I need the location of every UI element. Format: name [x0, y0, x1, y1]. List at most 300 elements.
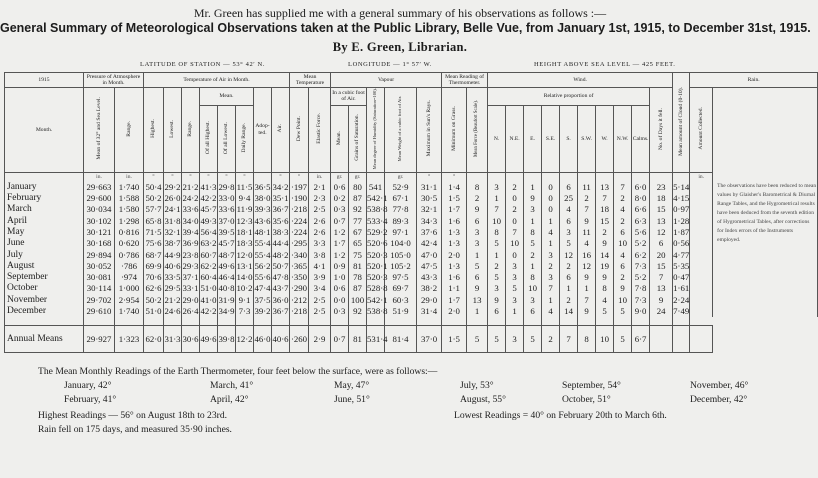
value-cell: 1·2 [331, 227, 349, 238]
value-cell: 3 [560, 227, 578, 238]
all-lowest-header: Of all Lowest. [218, 105, 236, 172]
value-cell: 9 [650, 295, 673, 306]
value-cell: 7 [488, 204, 506, 215]
value-cell: 38·3 [272, 227, 289, 237]
value-cell: 6 [560, 272, 578, 283]
value-cell: 3 [506, 272, 524, 283]
value-cell: 36·5 [254, 181, 271, 192]
value-cell: 9 [467, 283, 488, 294]
dir-sw-header: S.W. [578, 105, 596, 172]
value-cell: 38·0 [254, 193, 271, 204]
value-cell: 538·8 [367, 204, 388, 215]
month-cell: May [5, 227, 84, 238]
annual-means-row [5, 326, 818, 353]
value-cell: 14 [596, 250, 614, 261]
earth-heading: The Mean Monthly Readings of the Earth Thermometer, four feet below the surface, were as follows:— [38, 366, 438, 377]
value-cell: 1·7 [442, 204, 467, 215]
value-cell: 18·3 [236, 238, 253, 249]
value-cell: 41·3 [200, 181, 217, 192]
table-row [5, 193, 818, 204]
value-cell: 45·7 [218, 238, 235, 249]
value-cell: 6·6 [632, 204, 650, 215]
value-cell: 55·4 [254, 249, 271, 260]
value-cell: 7·49 [673, 306, 690, 317]
value-cell: 26·0 [164, 193, 181, 204]
value-cell: 4 [614, 204, 632, 215]
value-cell: 1·7 [442, 295, 467, 306]
value-cell: 1·580 [115, 204, 144, 215]
value-cell: 6·0 [632, 182, 650, 193]
year-header: 1915 [5, 73, 84, 88]
value-cell: 31·1 [417, 182, 442, 193]
value-cell: 12 [578, 261, 596, 272]
value-cell: 55·4 [254, 238, 271, 249]
value-cell: 7·8 [632, 283, 650, 294]
table-body [5, 172, 818, 353]
value-cell: 9 [578, 216, 596, 227]
value-cell: 50·4 [145, 181, 162, 192]
value-cell: 34·3 [417, 216, 442, 227]
value-cell: 528·8 [367, 283, 388, 294]
value-cell: 1·740 [115, 182, 144, 193]
value-cell: 51·9 [385, 306, 417, 317]
month-cell: June [5, 238, 84, 249]
intro-text: Mr. Green has supplied me with a general summary of his observations as follows :— [193, 6, 607, 20]
value-cell: 1 [488, 193, 506, 204]
value-cell: 5 [524, 238, 542, 249]
value-cell: 0·786 [115, 250, 144, 261]
value-cell: 1·87 [673, 227, 690, 237]
value-cell: 36·0 [272, 294, 289, 305]
value-cell: 25 [560, 193, 578, 204]
value-cell: 2 [524, 250, 542, 261]
value-cell: 14·0 [236, 272, 253, 283]
annual-value: 5 [488, 326, 506, 353]
grains-saturation-header: Grains of Saturation. [349, 105, 367, 172]
value-cell: 0·47 [673, 272, 690, 283]
value-cell: 9·4 [236, 193, 254, 204]
value-cell: ·224 [290, 227, 308, 237]
value-cell: 26·4 [182, 306, 199, 317]
value-cell: 5·35 [673, 260, 690, 271]
mean-temperature-header: Mean Temperature [290, 73, 331, 88]
cubic-foot-header: In a cubic foot of Air. [331, 88, 367, 106]
value-cell: 65·8 [145, 215, 162, 226]
annual-remarks-cell [690, 326, 713, 353]
value-cell: 43·7 [272, 283, 289, 294]
value-cell: 1·28 [673, 215, 690, 226]
rain-group-header: Rain. [690, 73, 818, 88]
value-cell: 51·0 [200, 283, 217, 294]
value-cell: 29·702 [84, 295, 115, 306]
value-cell: 8 [524, 227, 542, 238]
value-cell: 29·0 [182, 294, 199, 305]
value-cell: 12 [650, 227, 673, 238]
value-cell: 24·1 [164, 204, 181, 215]
value-cell: 533·4 [367, 215, 388, 226]
annual-value: 49·6 [200, 326, 218, 353]
value-cell: ·350 [290, 272, 308, 283]
value-cell: 29·600 [84, 193, 115, 204]
value-cell: 67 [349, 227, 367, 238]
value-cell: 3 [524, 295, 542, 306]
value-cell: 1 [542, 238, 560, 249]
value-cell: 7·3 [632, 261, 650, 272]
value-cell: 24·2 [182, 193, 199, 204]
value-cell: 20 [650, 250, 673, 261]
value-cell: 23 [650, 182, 673, 193]
value-cell: 2 [614, 272, 632, 283]
value-cell: 1·5 [442, 193, 467, 204]
highest-readings: Highest Readings — 56° on August 18th to 23rd. [38, 410, 228, 421]
annual-value: 81·4 [385, 326, 417, 353]
daily-range-header: Daily Range. [236, 105, 254, 172]
value-cell: ·974 [115, 272, 144, 283]
value-cell: 33·0 [218, 193, 235, 204]
value-cell: 97·1 [385, 227, 417, 238]
value-cell: ·218 [290, 306, 308, 317]
value-cell: 42·2 [200, 193, 217, 204]
value-cell: ·190 [290, 193, 308, 204]
longitude: LONGITUDE — 1° 57′ W. [348, 61, 432, 68]
annual-value: 2·9 [309, 326, 331, 353]
value-cell: 2·5 [309, 295, 331, 306]
annual-value [673, 326, 690, 353]
value-cell: 0·2 [331, 193, 349, 204]
value-cell: 49·6 [218, 260, 235, 271]
value-cell: 32·1 [164, 227, 181, 237]
value-cell: 0 [542, 204, 560, 215]
earth-month: November, 46° [690, 380, 749, 391]
value-cell: 9·1 [236, 295, 254, 306]
highest-header: Highest. [144, 88, 164, 173]
value-cell: 37·6 [417, 227, 442, 238]
wind-force-header: Mean Force (Beaufort Scale). [467, 88, 488, 173]
earth-month: August, 55° [460, 394, 506, 405]
annual-label: Annual Means [5, 326, 84, 353]
value-cell: ·224 [290, 215, 308, 226]
value-cell: 15 [596, 216, 614, 227]
value-cell: 8 [467, 182, 488, 193]
value-cell: 1·588 [115, 193, 144, 204]
annual-value: 62·0 [144, 326, 164, 353]
value-cell: 3 [488, 283, 506, 294]
dir-se-header: S.E. [542, 105, 560, 172]
value-cell: 0 [506, 250, 524, 261]
value-cell: 2 [614, 193, 632, 204]
value-cell: 10 [488, 216, 506, 227]
earth-month: December, 42° [690, 394, 748, 405]
annual-value: 39·8 [218, 326, 236, 353]
earth-month: July, 53° [460, 380, 494, 391]
value-cell: 0 [506, 216, 524, 227]
value-cell: 87 [349, 283, 367, 294]
dir-w-header: W. [596, 105, 614, 172]
table-row [5, 227, 818, 238]
value-cell: 48·2 [272, 249, 289, 260]
value-cell: 48·1 [254, 227, 271, 237]
value-cell: 36·7 [272, 306, 289, 317]
value-cell: 15 [650, 204, 673, 215]
value-cell: 2·24 [673, 294, 690, 305]
value-cell: 33·6 [218, 204, 235, 215]
value-cell: 9 [596, 272, 614, 283]
annual-value: 30·6 [182, 326, 200, 353]
month-header: Month. [5, 88, 84, 173]
earth-month: February, 41° [64, 394, 117, 405]
value-cell: 3 [506, 261, 524, 272]
value-cell: 0 [542, 182, 560, 193]
value-cell: 30·081 [84, 272, 115, 283]
value-cell: 51·0 [145, 306, 162, 317]
value-cell: ·290 [290, 283, 308, 294]
value-cell: 97·5 [385, 272, 417, 283]
value-cell: ·786 [115, 261, 144, 272]
value-cell: 62·2 [200, 260, 217, 271]
value-cell: 5·6 [632, 227, 650, 238]
value-cell: 43·3 [417, 272, 442, 283]
value-cell: 29·0 [417, 295, 442, 306]
dir-ne-header: N.E. [506, 105, 524, 172]
value-cell: 18·1 [236, 227, 253, 237]
value-cell: 1·4 [442, 182, 467, 193]
value-cell: 2 [506, 182, 524, 193]
value-cell: 6 [650, 238, 673, 249]
value-cell: 41·0 [200, 294, 217, 305]
humidity-header: Mean degree of Humidity (Saturation=100). [367, 88, 385, 173]
value-cell: 30·5 [417, 193, 442, 204]
value-cell: 520·3 [367, 272, 388, 283]
value-cell: 36·7 [272, 204, 289, 215]
spacer-row [5, 317, 818, 326]
value-cell: 30·034 [84, 204, 115, 215]
value-cell: 10 [524, 283, 542, 294]
value-cell: 30·102 [84, 216, 115, 227]
annual-value: 6·7 [632, 326, 650, 353]
value-cell: 1 [560, 283, 578, 294]
value-cell: 42·2 [200, 306, 217, 317]
value-cell: 56·4 [200, 227, 217, 237]
value-cell: 7 [614, 182, 632, 193]
value-cell: 2 [506, 204, 524, 215]
value-cell: 1·2 [331, 250, 349, 261]
earth-month: June, 51° [334, 394, 370, 405]
value-cell: 3 [506, 295, 524, 306]
value-cell: 4·15 [673, 193, 690, 204]
value-cell: 1·0 [331, 272, 349, 283]
value-cell: 70·6 [145, 272, 162, 283]
value-cell: 7·3 [236, 306, 254, 317]
value-cell: 520·3 [367, 249, 388, 260]
value-cell: 29·5 [164, 283, 181, 294]
value-cell: 8 [524, 272, 542, 283]
value-cell: 47·0 [417, 250, 442, 261]
value-cell: 52·9 [385, 182, 417, 193]
value-cell: 9 [596, 238, 614, 249]
value-cell: 8 [596, 283, 614, 294]
rain-amount-header: Amount Collected. [690, 88, 713, 173]
value-cell: 47·8 [272, 272, 289, 283]
value-cell: 38·7 [164, 238, 181, 249]
value-cell: 12·3 [236, 215, 253, 226]
lowest-header: Lowest. [164, 88, 182, 173]
value-cell: 29·8 [218, 181, 235, 192]
value-cell: 49·3 [200, 215, 217, 226]
value-cell: 87 [349, 193, 367, 204]
value-cell: 13 [650, 216, 673, 227]
value-cell: 19 [596, 261, 614, 272]
air-header: Air. [272, 88, 290, 173]
value-cell: 10 [614, 238, 632, 249]
value-cell: 3 [524, 204, 542, 215]
value-cell: 105·0 [385, 250, 417, 261]
table-row [5, 272, 818, 283]
table-row [5, 204, 818, 215]
value-cell: 29·663 [84, 182, 115, 193]
value-cell: 45·7 [200, 204, 217, 215]
annual-value: 40·6 [272, 326, 290, 353]
value-cell: 541 [367, 182, 385, 193]
annual-value: 29·927 [84, 326, 115, 353]
value-cell: 6 [467, 272, 488, 283]
value-cell: 40·8 [218, 283, 235, 294]
value-cell: 13 [650, 283, 673, 294]
annual-value: 1·5 [442, 326, 467, 353]
value-cell: 2 [578, 193, 596, 204]
table-row [5, 283, 818, 294]
value-cell: 62·6 [145, 283, 162, 294]
value-cell: 7 [506, 227, 524, 238]
value-cell: 24 [650, 306, 673, 317]
value-cell: 30·052 [84, 261, 115, 272]
value-cell: 3·8 [309, 250, 331, 261]
value-cell: 7 [542, 283, 560, 294]
value-cell: 1 [467, 306, 488, 317]
value-cell: 5 [596, 306, 614, 317]
value-cell: 1 [467, 250, 488, 261]
value-cell: 9 [524, 193, 542, 204]
month-cell: July [5, 250, 84, 261]
summary-table [4, 72, 818, 353]
value-cell: 0·6 [331, 283, 349, 294]
month-cell: August [5, 261, 84, 272]
table-row [5, 250, 818, 261]
dir-n-header: N. [488, 105, 506, 172]
value-cell: 89·3 [385, 216, 417, 227]
value-cell: 2 [467, 193, 488, 204]
value-cell: 4 [578, 238, 596, 249]
lowest-readings: Lowest Readings = 40° on February 20th to March 6th. [454, 410, 667, 421]
annual-value: ·260 [290, 326, 309, 353]
value-cell: 542·1 [367, 193, 388, 204]
table-row [5, 306, 818, 317]
value-cell: 30·114 [84, 283, 115, 294]
value-cell: 55·6 [254, 272, 271, 283]
value-cell: 9 [614, 283, 632, 294]
value-cell: 2 [560, 295, 578, 306]
value-cell: 68·7 [145, 249, 162, 260]
value-cell: 1·000 [115, 283, 144, 294]
value-cell: 5 [614, 306, 632, 317]
value-cell: 5·2 [632, 238, 650, 249]
value-cell: 2 [596, 227, 614, 238]
value-cell: 6·3 [632, 216, 650, 227]
value-cell: 77·8 [385, 204, 417, 215]
value-cell: 80 [349, 182, 367, 193]
annual-value: 12·2 [236, 326, 254, 353]
value-cell: 1 [524, 261, 542, 272]
value-cell: 11 [578, 227, 596, 238]
value-cell: 4·77 [673, 249, 690, 260]
value-cell: 2·3 [309, 193, 331, 204]
value-cell: ·218 [290, 204, 308, 215]
value-cell: 32·1 [417, 204, 442, 215]
temperature-group-header: Temperature of Air in Month. [144, 73, 290, 88]
value-cell: 50·2 [145, 193, 162, 204]
value-cell: 5 [467, 261, 488, 272]
value-cell: 10·2 [236, 283, 253, 294]
value-cell: 42·4 [417, 238, 442, 249]
annual-value: 0·7 [331, 326, 349, 353]
value-cell: 2 [542, 261, 560, 272]
remarks-text: The observations have been reduced to mean values by Glaisher's Barometrical & Diurnal Range Tables, and the Hygrometrical results have been deduced from the seventh edition of Hygrometrical Tables, after corrections for Index errors of the Instruments employed. [713, 172, 818, 317]
value-cell: 34·9 [218, 306, 235, 317]
value-cell: 6 [614, 227, 632, 238]
value-cell: 4 [614, 250, 632, 261]
all-highest-header: Of all Highest. [200, 105, 218, 172]
value-cell: 38·2 [417, 283, 442, 294]
value-cell: 0·56 [673, 238, 690, 249]
value-cell: 0 [506, 193, 524, 204]
value-cell: 1 [524, 182, 542, 193]
value-cell: 2·6 [309, 227, 331, 238]
value-cell: 4 [596, 295, 614, 306]
value-cell: 1·61 [673, 283, 690, 294]
value-cell: 5 [506, 283, 524, 294]
earth-month: September, 54° [562, 380, 621, 391]
value-cell: 8 [488, 227, 506, 238]
value-cell: 100 [349, 295, 367, 306]
value-cell: 3 [467, 238, 488, 249]
value-cell: 9·0 [632, 306, 650, 317]
value-cell: 11 [578, 182, 596, 193]
value-cell: 77 [349, 216, 367, 227]
value-cell: 31·8 [164, 215, 181, 226]
range-header: Range. [182, 88, 200, 173]
weight-header: Mean Weight of a cubic foot of Air. [385, 88, 417, 173]
thermometer-group-header: Mean Reading of Thermometer. [442, 73, 488, 88]
value-cell: 78 [349, 272, 367, 283]
value-cell: 1·1 [442, 283, 467, 294]
value-cell: 2·1 [309, 182, 331, 193]
value-cell: 92 [349, 306, 367, 317]
value-cell: 529·2 [367, 227, 388, 237]
value-cell: 67·1 [385, 193, 417, 204]
value-cell: 48·7 [218, 249, 235, 260]
value-cell: 13 [467, 295, 488, 306]
value-cell: 63·2 [200, 238, 217, 249]
month-cell: December [5, 306, 84, 317]
value-cell: 0·6 [331, 182, 349, 193]
value-cell: ·212 [290, 294, 308, 305]
value-cell: 75·6 [145, 238, 162, 249]
value-cell: 39·2 [254, 306, 271, 317]
value-cell: 18 [650, 193, 673, 204]
units-row: in. in. ° ° ° ° ° ° ° ° in. gr. gr. gr. ° ° in. The observations have been reduced to mean values by Glaisher's Barometrical & Diurnal Range Tables, and the Hygrometrical results have been deduced from the seventh edition of Hygrometrical Tables, after corrections for Index errors of the Instruments employed. [5, 172, 818, 182]
value-cell: 33·6 [182, 204, 199, 215]
value-cell: 37·1 [182, 272, 199, 283]
value-cell: 30·121 [84, 227, 115, 238]
